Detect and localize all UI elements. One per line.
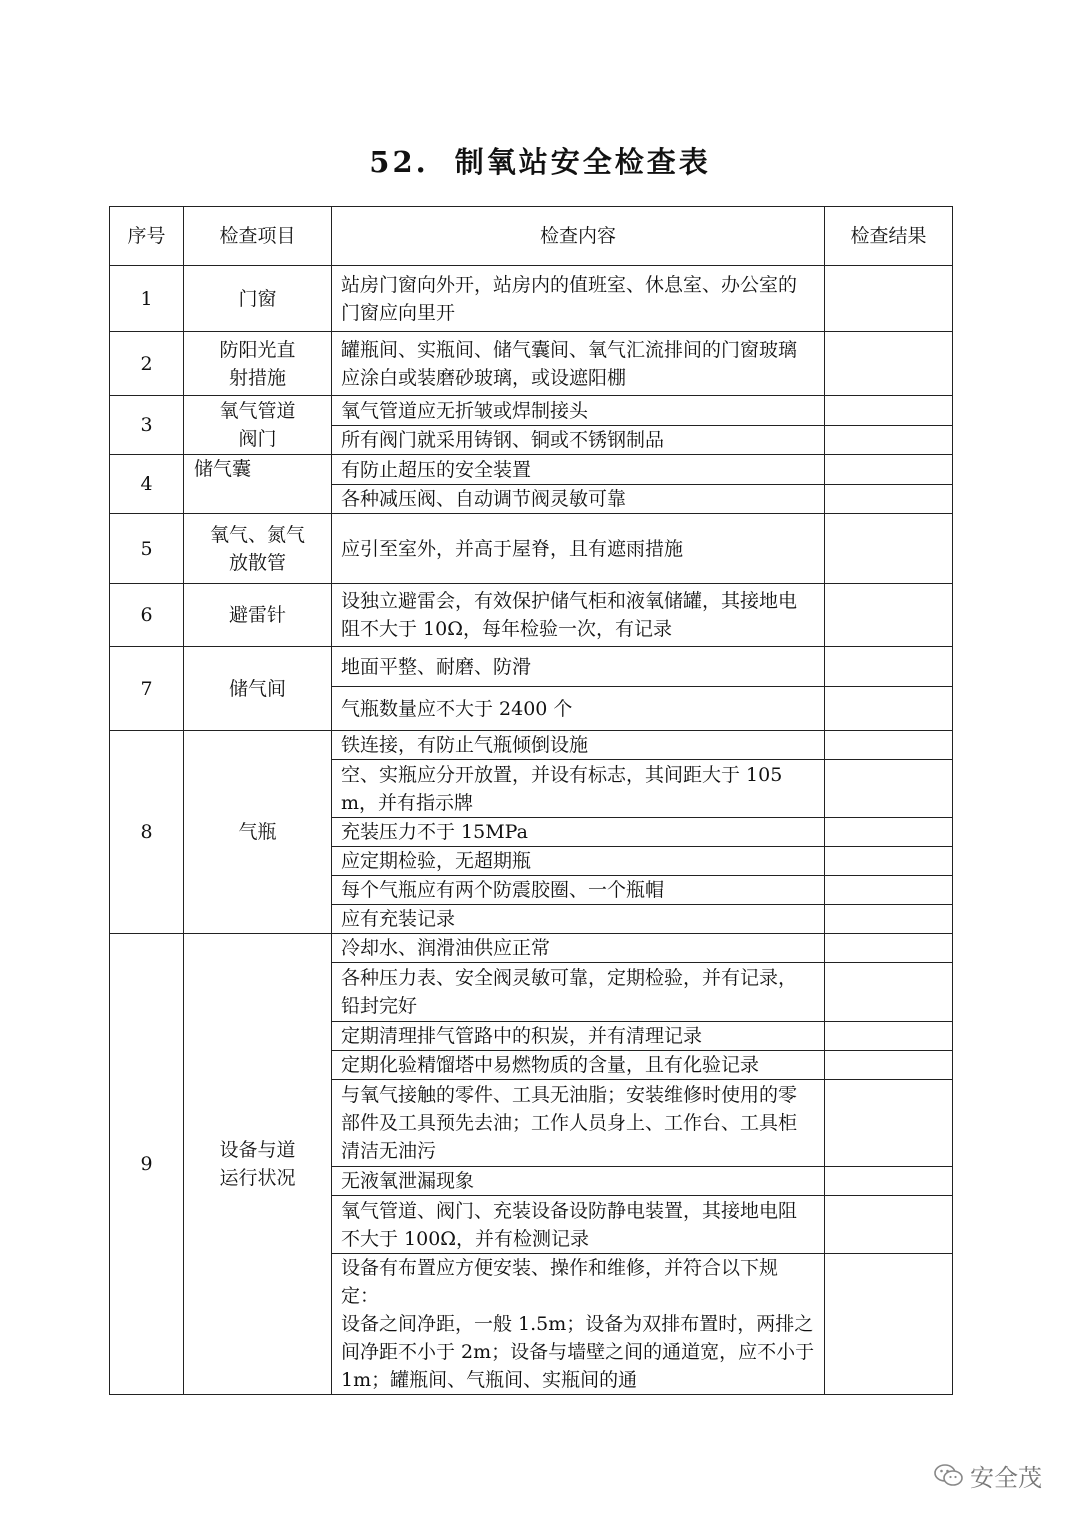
check-result-cell[interactable] — [825, 934, 953, 963]
title-number: 52. — [369, 145, 429, 179]
check-content: 罐瓶间、实瓶间、储气囊间、氧气汇流排间的门窗玻璃应涂白或装磨砂玻璃，或设遮阳棚 — [332, 332, 825, 396]
check-result-cell[interactable] — [825, 396, 953, 426]
check-content: 应有充装记录 — [332, 905, 825, 934]
row-number: 6 — [110, 584, 184, 647]
table-row — [110, 647, 953, 687]
row-number: 7 — [110, 647, 184, 731]
check-content-paragraph: 设备之间净距，一般 1.5m；设备为双排布置时，两排之间净距不小于 2m；设备与墙壁之间的通道宽，应不小于 1m；罐瓶间、气瓶间、实瓶间的通 — [341, 1313, 815, 1391]
check-result-cell[interactable] — [825, 426, 953, 455]
check-result-cell[interactable] — [825, 1167, 953, 1196]
row-number: 3 — [110, 396, 184, 455]
header-item: 检查项目 — [184, 207, 332, 266]
check-item — [184, 647, 332, 731]
table-header-row — [110, 207, 953, 266]
check-result-cell[interactable] — [825, 1051, 953, 1080]
check-item-line: 阀门 — [238, 428, 277, 450]
check-content: 设独立避雷会，有效保护储气柜和液氧储罐，其接地电阻不大于 10Ω，每年检验一次，有记录 — [332, 584, 825, 647]
check-content: 站房门窗向外开，站房内的值班室、休息室、办公室的门窗应向里开 — [332, 266, 825, 332]
check-result-cell[interactable] — [825, 963, 953, 1022]
table-row — [110, 266, 953, 332]
check-content: 地面平整、耐磨、防滑 — [332, 647, 825, 687]
check-content: 定期清理排气管路中的积炭，并有清理记录 — [332, 1022, 825, 1051]
check-content: 无液氧泄漏现象 — [332, 1167, 825, 1196]
check-item — [184, 266, 332, 332]
page-title — [0, 140, 1080, 181]
check-item-line: 门窗 — [238, 287, 277, 310]
table-row — [110, 514, 953, 584]
check-result-cell[interactable] — [825, 584, 953, 647]
check-content: 气瓶数量应不大于 2400 个 — [332, 687, 825, 731]
check-item-line: 射措施 — [228, 366, 286, 389]
check-item-line: 放散管 — [228, 551, 286, 574]
check-result-cell[interactable] — [825, 514, 953, 584]
table-body — [110, 266, 953, 1395]
header-result: 检查结果 — [825, 207, 953, 266]
check-result-cell[interactable] — [825, 876, 953, 905]
check-content: 所有阀门就采用铸钢、铜或不锈钢制品 — [332, 426, 825, 455]
check-item-line: 储气囊 — [194, 458, 252, 480]
watermark-text: 安全茂 — [970, 1464, 1042, 1492]
check-item — [184, 731, 332, 934]
check-result-cell[interactable] — [825, 647, 953, 687]
table-row — [110, 934, 953, 963]
check-result-cell[interactable] — [825, 905, 953, 934]
check-result-cell[interactable] — [825, 266, 953, 332]
check-result-cell[interactable] — [825, 731, 953, 760]
inspection-table — [109, 206, 953, 1395]
check-result-cell[interactable] — [825, 847, 953, 876]
check-item-line: 储气间 — [228, 677, 286, 700]
check-item — [184, 332, 332, 396]
table-row — [110, 584, 953, 647]
check-content: 应定期检验，无超期瓶 — [332, 847, 825, 876]
check-content: 冷却水、润滑油供应正常 — [332, 934, 825, 963]
check-result-cell[interactable] — [825, 485, 953, 514]
check-item-line: 防阳光直 — [219, 338, 296, 361]
check-result-cell[interactable] — [825, 818, 953, 847]
check-item — [184, 396, 332, 455]
row-number: 9 — [110, 934, 184, 1395]
check-content: 各种压力表、安全阀灵敏可靠，定期检验，并有记录，铅封完好 — [332, 963, 825, 1022]
check-item — [184, 514, 332, 584]
check-content: 定期化验精馏塔中易燃物质的含量，且有化验记录 — [332, 1051, 825, 1080]
check-result-cell[interactable] — [825, 332, 953, 396]
check-content — [332, 1254, 825, 1395]
check-result-cell[interactable] — [825, 1254, 953, 1395]
check-item — [184, 455, 332, 514]
row-number: 2 — [110, 332, 184, 396]
check-content: 铁连接，有防止气瓶倾倒设施 — [332, 731, 825, 760]
check-content-paragraph: 设备有布置应方便安装、操作和维修，并符合以下规定： — [341, 1257, 779, 1307]
title-text: 制氧站安全检查表 — [454, 145, 711, 179]
table-row — [110, 396, 953, 426]
row-number: 8 — [110, 731, 184, 934]
check-result-cell[interactable] — [825, 1022, 953, 1051]
check-result-cell[interactable] — [825, 1080, 953, 1167]
table-row — [110, 455, 953, 485]
check-content: 氧气管道应无折皱或焊制接头 — [332, 396, 825, 426]
check-result-cell[interactable] — [825, 1196, 953, 1254]
check-content: 各种减压阀、自动调节阀灵敏可靠 — [332, 485, 825, 514]
check-content: 充装压力不于 15MPa — [332, 818, 825, 847]
check-item-line: 运行状况 — [219, 1167, 296, 1189]
check-content: 空、实瓶应分开放置，并设有标志，其间距大于 105 m，并有指示牌 — [332, 760, 825, 818]
check-item-line: 气瓶 — [238, 821, 277, 843]
header-content: 检查内容 — [332, 207, 825, 266]
check-item-line: 氧气、氮气 — [209, 523, 305, 546]
check-content: 氧气管道、阀门、充装设备设防静电装置，其接地电阻不大于 100Ω，并有检测记录 — [332, 1196, 825, 1254]
wechat-icon — [934, 1463, 964, 1489]
check-content: 应引至室外，并高于屋脊，且有遮雨措施 — [332, 514, 825, 584]
check-content: 每个气瓶应有两个防震胶圈、一个瓶帽 — [332, 876, 825, 905]
check-item-line: 设备与道 — [219, 1139, 296, 1161]
check-result-cell[interactable] — [825, 760, 953, 818]
check-item — [184, 934, 332, 1395]
table-row — [110, 332, 953, 396]
check-item-line: 氧气管道 — [219, 400, 296, 422]
watermark — [934, 1458, 1042, 1493]
row-number: 4 — [110, 455, 184, 514]
table-row — [110, 731, 953, 760]
check-item — [184, 584, 332, 647]
row-number: 5 — [110, 514, 184, 584]
check-content: 有防止超压的安全装置 — [332, 455, 825, 485]
check-content: 与氧气接触的零件、工具无油脂；安装维修时使用的零部件及工具预先去油；工作人员身上、工作台、工具柜清洁无油污 — [332, 1080, 825, 1167]
row-number: 1 — [110, 266, 184, 332]
header-no: 序号 — [110, 207, 184, 266]
check-result-cell[interactable] — [825, 687, 953, 731]
check-item-line: 避雷针 — [228, 604, 286, 626]
check-result-cell[interactable] — [825, 455, 953, 485]
